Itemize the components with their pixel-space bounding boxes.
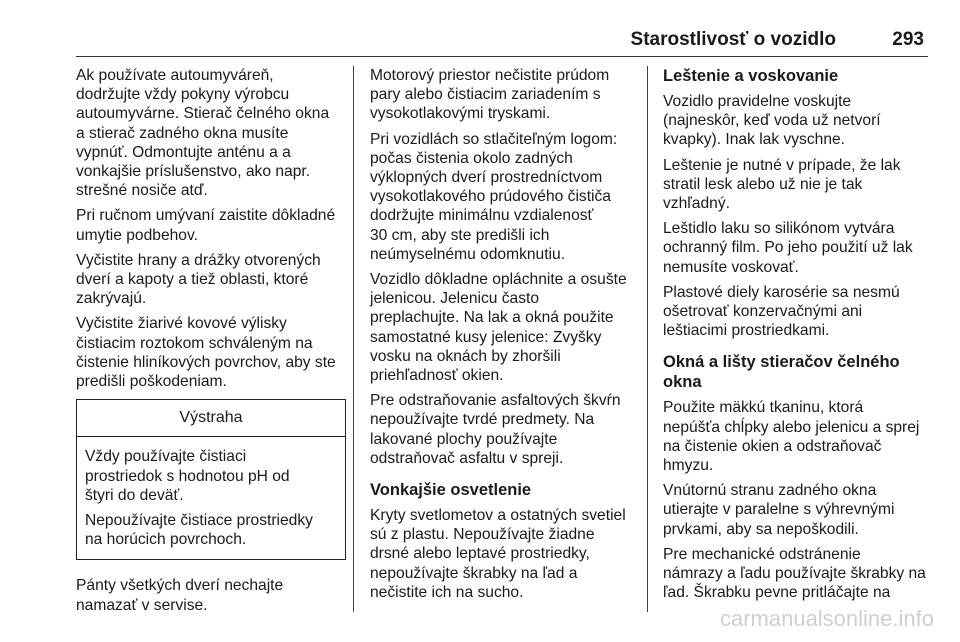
column-divider	[647, 66, 648, 612]
paragraph: Plastové diely karosérie sa nesmú ošetrovať konzervačnými ani leštiacimi prostriedkami.	[663, 283, 900, 340]
warning-text: Vždy používajte čistiaci prostriedok s hodnotou pH od štyri do deväť.	[85, 448, 290, 504]
paragraph: Vnútornú stranu zadného okna utierajte v paralelne s výhrevnými prvkami, aby sa nepoškodili.	[663, 482, 895, 538]
paragraph: Pri vozidlách so stlačiteľným logom: počas čistenia okolo zadných výklopných dverí prostredníctvom vysokotlakového prúdového čističa dodržujte minimálnu vzdialenosť 30 cm, aby ste predišli ich neúmyselnému odomknutiu.	[370, 130, 618, 263]
paragraph: Vozidlo dôkladne opláchnite a osušte jelenicou. Jelenicu často preplachujte. Na lak a okná použite samostatné kusy jelenice: Zvyšky vosku na oknách by zhoršili priehľadnosť okien.	[370, 271, 627, 385]
column-divider	[353, 66, 354, 612]
paragraph: Leštenie je nutné v prípade, že lak stratil lesk alebo už nie je tak vzhľadný.	[663, 156, 901, 213]
section-heading: Okná a lišty stieračov čelného okna	[663, 353, 900, 392]
paragraph: Vozidlo pravidelne voskujte (najneskôr, keď voda už netvorí kvapky). Inak lak vyschne.	[663, 93, 881, 149]
warning-box	[76, 399, 346, 560]
paragraph: Vyčistite hrany a drážky otvorených dverí a kapoty a tiež oblasti, ktoré zakrývajú.	[76, 251, 321, 308]
section-heading: Leštenie a voskovanie	[663, 67, 839, 85]
page-number: 293	[892, 29, 924, 50]
paragraph: Pre odstraňovanie asfaltových škvŕn nepoužívajte tvrdé predmety. Na lakované plochy používajte odstraňovač asfaltu v spreji.	[370, 392, 621, 467]
paragraph: Motorový priestor nečistite prúdom pary alebo čistiacim zariadením s vysokotlakovými tryskami.	[370, 67, 610, 123]
page-title: Starostlivosť o vozidlo	[630, 29, 836, 50]
page-header	[76, 26, 928, 57]
paragraph: Vyčistite žiarivé kovové výlisky čistiacim roztokom schváleným na čistenie hliníkových povrchov, aby ste predišli poškodeniam.	[76, 315, 336, 391]
section-heading: Vonkajšie osvetlenie	[370, 481, 532, 500]
paragraph: Pánty všetkých dverí nechajte namazať v servise.	[76, 577, 284, 614]
column-right	[663, 66, 931, 608]
column-middle	[370, 66, 636, 608]
warning-body	[77, 437, 345, 559]
watermark: carmanualsonline.info	[719, 606, 934, 631]
paragraph: Leštidlo laku so silikónom vytvára ochranný film. Po jeho použití už lak nemusíte voskovať.	[663, 220, 913, 276]
column-left	[76, 66, 346, 621]
paragraph: Použite mäkkú tkaninu, ktorá nepúšťa chĺpky alebo jelenicu a sprej na čistenie okien a odstraňovač hmyzu.	[663, 399, 920, 475]
warning-heading: Výstraha	[77, 400, 345, 437]
paragraph: Pri ručnom umývaní zaistite dôkladné umytie podbehov.	[76, 207, 336, 244]
paragraph: Kryty svetlometov a ostatných svetiel sú z plastu. Nepoužívajte žiadne drsné alebo leptavé prostriedky, nepoužívajte škrabky na ľad a nečistite ich na sucho.	[370, 507, 626, 601]
paragraph: Pre mechanické odstránenie námrazy a ľadu používajte škrabky na ľad. Škrabku pevne pritláčajte na	[663, 545, 926, 602]
paragraph: Ak používate autoumyváreň, dodržujte vždy pokyny výrobcu autoumyvárne. Stierač čelného okna a stierač zadného okna musíte vypnúť. Odmontujte anténu a a vonkajšie príslušenstvo, ako napr. strešné nosiče atď.	[76, 67, 330, 200]
warning-text: Nepoužívajte čistiace prostriedky na horúcich povrchoch.	[85, 512, 313, 549]
